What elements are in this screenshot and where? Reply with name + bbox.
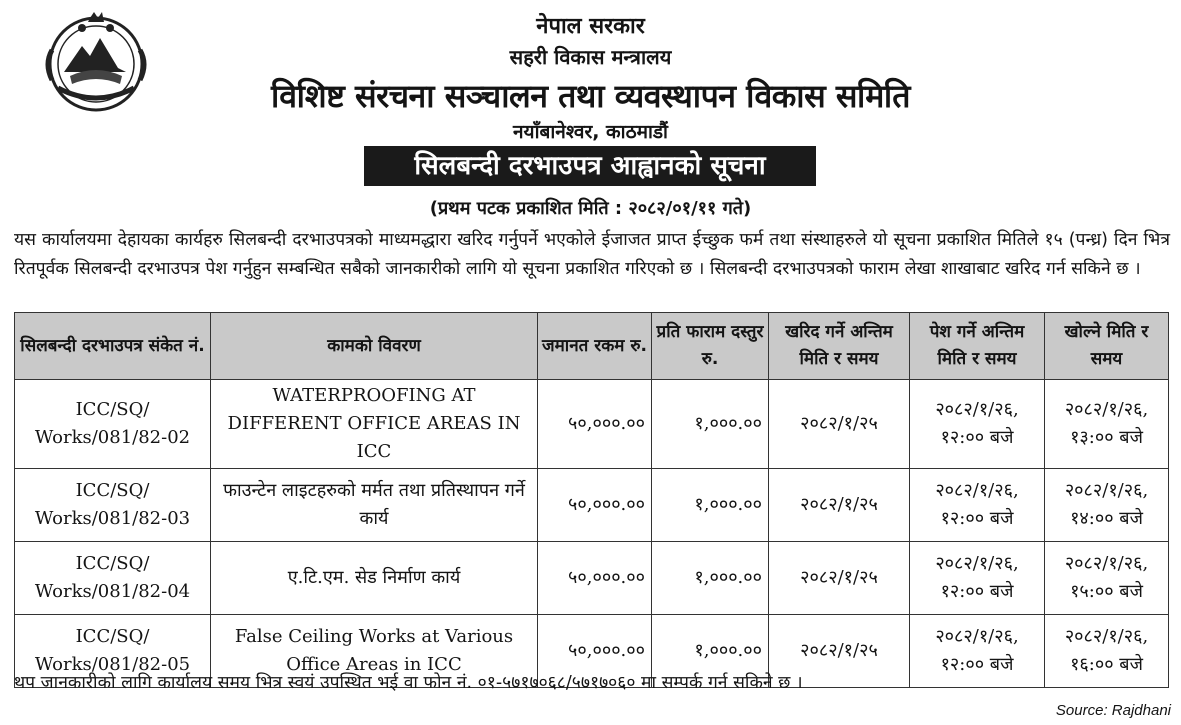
cell-code: ICC/SQ/ Works/081/82-05 [15, 615, 211, 688]
source-credit: Source: Rajdhani [1055, 702, 1171, 719]
cell-description: फाउन्टेन लाइटहरुको मर्मत तथा प्रतिस्थापन गर्ने कार्य [211, 469, 538, 542]
header-form-fee: प्रति फाराम दस्तुर रु. [652, 313, 769, 380]
cell-deposit: ५०,०००.०० [538, 615, 652, 688]
cell-opening: २०८२/१/२६, १३:०० बजे [1045, 380, 1169, 469]
cell-opening: २०८२/१/२६, १६:०० बजे [1045, 615, 1169, 688]
cell-submission-deadline: २०८२/१/२६, १२:०० बजे [910, 380, 1045, 469]
cell-deposit: ५०,०००.०० [538, 469, 652, 542]
table-row [15, 380, 1169, 469]
cell-description: False Ceiling Works at Various Office Areas in ICC [211, 615, 538, 688]
cell-form-fee: १,०००.०० [652, 542, 769, 615]
office-address: नयाँबानेश्वर, काठमाडौं [513, 121, 668, 143]
published-date: (प्रथम पटक प्रकाशित मिति : २०८२/०१/११ गते) [429, 198, 752, 219]
cell-purchase-deadline: २०८२/१/२५ [769, 469, 910, 542]
intro-paragraph: यस कार्यालयमा देहायका कार्यहरु सिलबन्दी दरभाउपत्रको माध्यमद्धारा खरिद गर्नुपर्ने भएकोले ईजाजत प्राप्त ईच्छुक फर्म तथा संस्थाहरुले यो सूचना प्रकाशित मितिले १५ (पन्ध्र) दिन भित्र रितपूर्वक सिलबन्दी दरभाउपत्र पेश गर्नुहुन सम्बन्धित सबैको जानकारीको लागि यो सूचना प्रकाशित गरिएको छ । सिलबन्दी दरभाउपत्रको फाराम लेखा शाखाबाट खरिद गर्न सकिने छ । [14, 230, 1170, 279]
contact-note: थप जानकारीको लागि कार्यालय समय भित्र स्वयं उपस्थित भई वा फोन नं. ०१-५७१७०६८/५७१७०६० मा सम्पर्क गर्न सकिने छ । [14, 673, 803, 693]
header-deposit: जमानत रकम रु. [538, 313, 652, 380]
cell-purchase-deadline: २०८२/१/२५ [769, 380, 910, 469]
table-row [15, 542, 1169, 615]
cell-form-fee: १,०००.०० [652, 615, 769, 688]
header-submission-deadline: पेश गर्ने अन्तिम मिति र समय [910, 313, 1045, 380]
cell-purchase-deadline: २०८२/१/२५ [769, 615, 910, 688]
table-header-row [15, 313, 1169, 380]
cell-submission-deadline: २०८२/१/२६, १२:०० बजे [910, 469, 1045, 542]
cell-description: ए.टि.एम. सेड निर्माण कार्य [211, 542, 538, 615]
cell-deposit: ५०,०००.०० [538, 380, 652, 469]
ministry-heading: सहरी विकास मन्त्रालय [509, 45, 672, 69]
cell-code: ICC/SQ/ Works/081/82-04 [15, 542, 211, 615]
header-opening: खोल्ने मिति र समय [1045, 313, 1169, 380]
cell-code: ICC/SQ/ Works/081/82-02 [15, 380, 211, 469]
bid-notice-table [14, 312, 1169, 688]
cell-opening: २०८२/१/२६, १५:०० बजे [1045, 542, 1169, 615]
cell-deposit: ५०,०००.०० [538, 542, 652, 615]
cell-form-fee: १,०००.०० [652, 469, 769, 542]
government-heading: नेपाल सरकार [536, 14, 645, 39]
cell-submission-deadline: २०८२/१/२६, १२:०० बजे [910, 542, 1045, 615]
cell-submission-deadline: २०८२/१/२६, १२:०० बजे [910, 615, 1045, 688]
cell-code: ICC/SQ/ Works/081/82-03 [15, 469, 211, 542]
header-code: सिलबन्दी दरभाउपत्र संकेत नं. [15, 313, 211, 380]
cell-description: WATERPROOFING AT DIFFERENT OFFICE AREAS IN ICC [211, 380, 538, 469]
header-description: कामको विवरण [211, 313, 538, 380]
notice-title: सिलबन्दी दरभाउपत्र आह्वानको सूचना [364, 146, 816, 186]
cell-opening: २०८२/१/२६, १४:०० बजे [1045, 469, 1169, 542]
cell-purchase-deadline: २०८२/१/२५ [769, 542, 910, 615]
table-row [15, 469, 1169, 542]
cell-form-fee: १,०००.०० [652, 380, 769, 469]
committee-heading: विशिष्ट संरचना सञ्चालन तथा व्यवस्थापन विकास समिति [271, 77, 910, 115]
header-purchase-deadline: खरिद गर्ने अन्तिम मिति र समय [769, 313, 910, 380]
